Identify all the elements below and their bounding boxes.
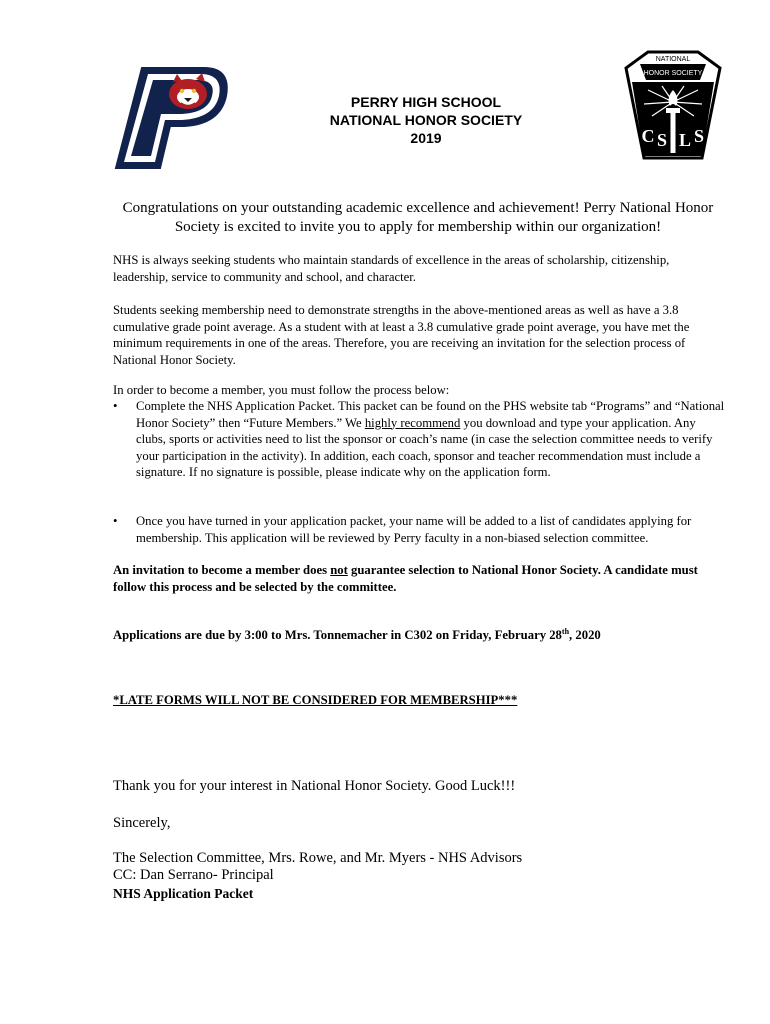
list-item: • Complete the NHS Application Packet. This packet can be found on the PHS website tab “Programs” and “National Honor Society” then “Future Members.” We highly recommend you download and type your application. Any clubs, sports or activities need to list the sponsor or coach’s name (in case the selection committee needs to verify your participation in the activity). In addition, each coach, sponsor and teacher recommendation must include a signature. If no signature is possible, please indicate why on the application form. — [113, 399, 725, 479]
emblem-bottom-text: HONOR SOCIETY — [643, 70, 703, 77]
svg-text:S: S — [656, 130, 668, 150]
selection-notice: An invitation to become a member does not guarantee selection to National Honor Society. A candidate must follow this process and be selected by the committee. — [113, 563, 698, 594]
sincerely-line: Sincerely, — [113, 815, 171, 831]
torch-icon — [666, 108, 680, 113]
highly-recommend-text: highly recommend — [364, 415, 461, 430]
school-p-logo — [110, 64, 232, 172]
late-forms-warning: *LATE FORMS WILL NOT BE CONSIDERED FOR MEMBERSHIP*** — [113, 693, 518, 707]
bullet-icon: • — [113, 514, 118, 528]
paragraph-process-intro: In order to become a member, you must follow the process below: — [113, 383, 450, 397]
svg-text:S: S — [693, 126, 705, 146]
not-emphasis: not — [330, 563, 348, 577]
process-list — [113, 398, 725, 481]
intro-paragraph: Congratulations on your outstanding academic excellence and achievement! Perry National Honor Society is excited to invite you to apply for membership within our organization! — [122, 200, 714, 235]
svg-text:C: C — [641, 126, 655, 146]
list-item: • Once you have turned in your application packet, your name will be added to a list of candidates applying for membership. This application will be reviewed by Perry faculty in a non-biased selection committee. — [113, 514, 692, 545]
society-name: NATIONAL HONOR SOCIETY — [329, 112, 523, 128]
signers-line: The Selection Committee, Mrs. Rowe, and Mr. Myers - NHS Advisors — [113, 850, 523, 866]
paragraph-requirements: Students seeking membership need to demonstrate strengths in the above-mentioned areas as well as have a 3.8 cumulative grade point average. As a student with at least a 3.8 cumulative grade point average, you have met the minimum requirements in one of the areas. Therefore, you are receiving an invitation for the selection process of National Honor Society. — [113, 303, 690, 367]
process-list-2 — [113, 513, 725, 546]
school-name: PERRY HIGH SCHOOL — [350, 94, 502, 110]
svg-text:L: L — [678, 130, 692, 150]
deadline-line: Applications are due by 3:00 to Mrs. Tonnemacher in C302 on Friday, February 28th, 2020 — [113, 627, 601, 642]
bullet-icon: • — [113, 399, 118, 413]
paragraph-standards: NHS is always seeking students who maintain standards of excellence in the areas of scholarship, citizenship, leadership, service to community and school, and character. — [113, 253, 670, 284]
thank-you-line: Thank you for your interest in National Honor Society. Good Luck!!! — [113, 778, 516, 794]
nhs-emblem-logo — [624, 50, 722, 166]
packet-title: NHS Application Packet — [113, 886, 254, 901]
year: 2019 — [410, 130, 442, 146]
page-title — [276, 93, 576, 147]
cc-line: CC: Dan Serrano- Principal — [113, 867, 274, 883]
emblem-top-text: NATIONAL — [655, 56, 691, 63]
